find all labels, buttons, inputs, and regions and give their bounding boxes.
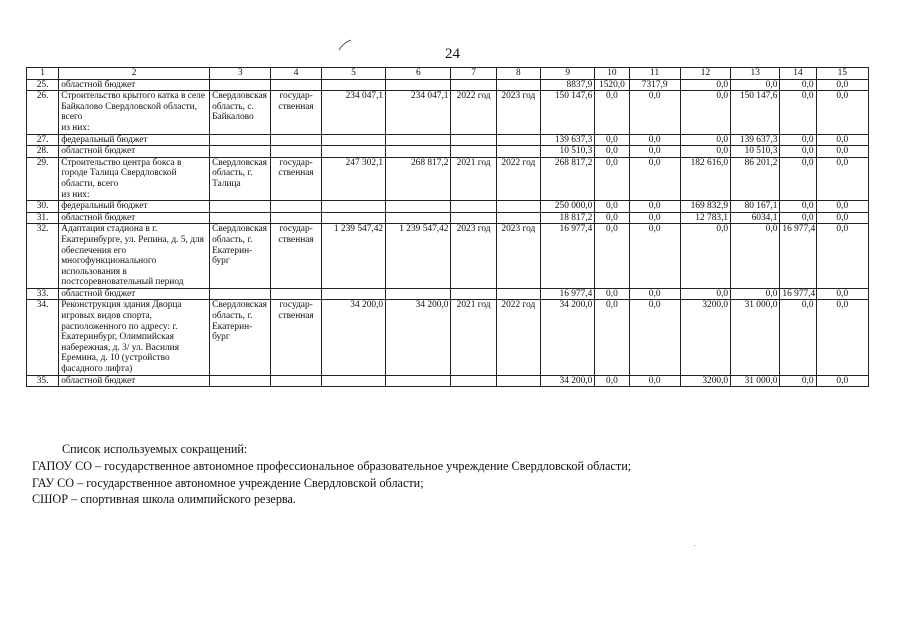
table-cell: 1 239 547,42	[321, 224, 385, 289]
table-cell: 8	[496, 68, 540, 80]
table-cell	[496, 288, 540, 300]
table-cell: 0,0	[595, 375, 629, 387]
table-cell: Адаптация стадиона в г. Екатеринбурге, ул. Репина, д. 5, для обеспечения его многофункционального использования в постсоревновательный период	[59, 224, 210, 289]
table-cell: государ-ственная	[271, 157, 321, 200]
table-cell	[496, 134, 540, 146]
table-cell: 0,0	[816, 224, 868, 289]
table-cell: 0,0	[816, 134, 868, 146]
table-header-row	[27, 68, 869, 80]
table-cell: 12	[680, 68, 730, 80]
table-cell	[451, 134, 496, 146]
table-cell: 234 047,1	[321, 91, 385, 134]
table-cell: 16 977,4	[541, 288, 595, 300]
table-row	[27, 375, 869, 387]
table-cell	[496, 201, 540, 213]
table-cell: 16 977,4	[780, 288, 816, 300]
table-cell: 2022 год	[496, 300, 540, 375]
table-cell: 0,0	[816, 146, 868, 158]
table-cell: 5	[321, 68, 385, 80]
table-cell: 0,0	[595, 91, 629, 134]
table-cell: 2023 год	[451, 224, 496, 289]
table-cell	[451, 146, 496, 158]
table-cell: 0,0	[629, 212, 680, 224]
table-cell: 4	[271, 68, 321, 80]
table-row	[27, 201, 869, 213]
table-cell	[386, 375, 451, 387]
table-cell: 2021 год	[451, 300, 496, 375]
table-cell: 3200,0	[680, 375, 730, 387]
table-cell: 0,0	[680, 224, 730, 289]
table-cell: 13	[731, 68, 780, 80]
table-cell: 33.	[27, 288, 59, 300]
table-cell: 0,0	[629, 288, 680, 300]
table-cell	[321, 375, 385, 387]
table-row	[27, 224, 869, 289]
table-cell: 1520,0	[595, 79, 629, 91]
table-cell	[321, 146, 385, 158]
table-cell	[496, 375, 540, 387]
table-cell: 32.	[27, 224, 59, 289]
table-cell	[321, 79, 385, 91]
table-cell: 0,0	[780, 157, 816, 200]
table-cell: 0,0	[629, 201, 680, 213]
table-cell: 7317,9	[629, 79, 680, 91]
table-cell: областной бюджет	[59, 146, 210, 158]
table-cell: 0,0	[595, 146, 629, 158]
table-cell	[386, 288, 451, 300]
table-cell: Строительство центра бокса в городе Талица Свердловской области, всего из них:	[59, 157, 210, 200]
table-cell: 15	[816, 68, 868, 80]
table-cell: 26.	[27, 91, 59, 134]
table-cell: 2021 год	[451, 157, 496, 200]
table-cell: 169 832,9	[680, 201, 730, 213]
table-cell: 0,0	[816, 201, 868, 213]
table-cell	[451, 201, 496, 213]
table-cell: 0,0	[731, 224, 780, 289]
table-cell: 139 637,3	[541, 134, 595, 146]
table-cell: 2022 год	[451, 91, 496, 134]
table-cell: 0,0	[629, 91, 680, 134]
table-cell: Свердловская область, г. Екатерин-бург	[210, 300, 271, 375]
table-cell	[451, 375, 496, 387]
table-cell	[271, 288, 321, 300]
table-cell	[271, 212, 321, 224]
table-cell: 0,0	[629, 375, 680, 387]
table-cell: 247 302,1	[321, 157, 385, 200]
table-cell: 0,0	[629, 146, 680, 158]
table-cell: 11	[629, 68, 680, 80]
table-cell: 0,0	[595, 134, 629, 146]
table-cell: государ-ственная	[271, 91, 321, 134]
table-cell: 34 200,0	[321, 300, 385, 375]
table-cell: областной бюджет	[59, 212, 210, 224]
abbreviation-line: СШОР – спортивная школа олимпийского резерва.	[32, 492, 296, 507]
table-cell: 86 201,2	[731, 157, 780, 200]
table-cell: 2023 год	[496, 91, 540, 134]
table-cell: Реконструкция здания Дворца игровых видов спорта, расположенного по адресу: г. Екатеринбург, Олимпийская набережная, д. 3/ ул. Василия Еремина, д. 10 (устройство фасадного лифта)	[59, 300, 210, 375]
table-cell	[451, 288, 496, 300]
table-cell: 139 637,3	[731, 134, 780, 146]
table-cell	[386, 146, 451, 158]
table-cell: 10	[595, 68, 629, 80]
table-cell: 0,0	[595, 224, 629, 289]
table-cell: 14	[780, 68, 816, 80]
table-cell: 6	[386, 68, 451, 80]
table-row	[27, 146, 869, 158]
table-cell: 0,0	[629, 134, 680, 146]
abbreviations-title: Список используемых сокращений:	[62, 442, 248, 456]
table-cell: федеральный бюджет	[59, 201, 210, 213]
table-cell: 30.	[27, 201, 59, 213]
table-cell: 0,0	[816, 300, 868, 375]
table-cell: 3	[210, 68, 271, 80]
abbreviation-line: ГАУ СО – государственное автономное учреждение Свердловской области;	[32, 475, 424, 490]
table-cell	[321, 212, 385, 224]
abbreviation-line: ГАПОУ СО – государственное автономное профессиональное образовательное учреждение Свердловской области;	[32, 458, 632, 473]
table-row	[27, 91, 869, 134]
table-cell: 268 817,2	[541, 157, 595, 200]
table-cell: областной бюджет	[59, 375, 210, 387]
table-cell	[386, 201, 451, 213]
table-cell: 0,0	[816, 91, 868, 134]
table-cell: 0,0	[731, 288, 780, 300]
table-cell: 18 817,2	[541, 212, 595, 224]
table-cell: 0,0	[680, 288, 730, 300]
table-cell: 268 817,2	[386, 157, 451, 200]
table-cell: 31.	[27, 212, 59, 224]
table-cell: 31 000,0	[731, 300, 780, 375]
table-cell: 0,0	[595, 300, 629, 375]
table-cell: 182 616,0	[680, 157, 730, 200]
table-cell	[271, 201, 321, 213]
table-cell: 34 200,0	[541, 300, 595, 375]
table-cell: 0,0	[680, 146, 730, 158]
table-cell: 0,0	[629, 300, 680, 375]
table-cell: 0,0	[595, 157, 629, 200]
table-row	[27, 79, 869, 91]
table-cell: 0,0	[780, 146, 816, 158]
table-cell: 16 977,4	[541, 224, 595, 289]
table-cell	[386, 134, 451, 146]
table-cell: 9	[541, 68, 595, 80]
table-cell: областной бюджет	[59, 79, 210, 91]
table-cell: 0,0	[595, 201, 629, 213]
table-cell: государ-ственная	[271, 300, 321, 375]
table-cell: 80 167,1	[731, 201, 780, 213]
table-cell	[210, 146, 271, 158]
table-cell: 34.	[27, 300, 59, 375]
table-cell	[321, 288, 385, 300]
table-row	[27, 134, 869, 146]
table-cell: 8837,9	[541, 79, 595, 91]
table-cell	[271, 146, 321, 158]
table-row	[27, 288, 869, 300]
table-cell	[271, 79, 321, 91]
table-cell	[210, 79, 271, 91]
abbreviations-list	[32, 441, 882, 508]
table-cell: 0,0	[816, 157, 868, 200]
table-cell: 0,0	[680, 91, 730, 134]
table-cell: 234 047,1	[386, 91, 451, 134]
table-cell: 150 147,6	[731, 91, 780, 134]
table-cell: 16 977,4	[780, 224, 816, 289]
table-cell: 250 000,0	[541, 201, 595, 213]
table-cell	[451, 79, 496, 91]
table-row	[27, 300, 869, 375]
table-cell: государ-ственная	[271, 224, 321, 289]
table-cell	[210, 201, 271, 213]
table-cell: 0,0	[816, 79, 868, 91]
page-number: 24	[445, 46, 460, 62]
table-cell: 0,0	[780, 79, 816, 91]
table-cell	[210, 134, 271, 146]
table-cell	[451, 212, 496, 224]
table-cell	[496, 212, 540, 224]
table-cell: 1 239 547,42	[386, 224, 451, 289]
table-cell: федеральный бюджет	[59, 134, 210, 146]
table-cell: 0,0	[629, 157, 680, 200]
table-cell: 12 783,1	[680, 212, 730, 224]
table-cell	[321, 134, 385, 146]
table-cell: Строительство крытого катка в селе Байкалово Свердловской области, всего из них:	[59, 91, 210, 134]
table-cell: 0,0	[780, 375, 816, 387]
table-cell	[210, 212, 271, 224]
table-cell: 0,0	[780, 201, 816, 213]
table-cell	[386, 79, 451, 91]
table-cell	[210, 288, 271, 300]
table-cell: 28.	[27, 146, 59, 158]
table-row	[27, 212, 869, 224]
table-cell: 10 510,3	[541, 146, 595, 158]
scan-speck	[694, 545, 695, 546]
table-cell: 0,0	[595, 288, 629, 300]
table-cell: 150 147,6	[541, 91, 595, 134]
table-cell: 34 200,0	[541, 375, 595, 387]
table-cell: 7	[451, 68, 496, 80]
table-cell: Свердловская область, г. Екатерин-бург	[210, 224, 271, 289]
table-cell: 0,0	[780, 300, 816, 375]
table-cell: 34 200,0	[386, 300, 451, 375]
table-cell: областной бюджет	[59, 288, 210, 300]
table-cell: 2022 год	[496, 157, 540, 200]
table-cell	[496, 79, 540, 91]
table-cell: 2	[59, 68, 210, 80]
table-cell: Свердловская область, с. Байкалово	[210, 91, 271, 134]
table-cell: 0,0	[780, 212, 816, 224]
table-cell	[210, 375, 271, 387]
table-cell: 1	[27, 68, 59, 80]
table-cell: 25.	[27, 79, 59, 91]
table-cell: 3200,0	[680, 300, 730, 375]
table-row	[27, 157, 869, 200]
table-cell: 0,0	[780, 91, 816, 134]
table-cell: 0,0	[680, 134, 730, 146]
table-cell: 31 000,0	[731, 375, 780, 387]
table-cell	[386, 212, 451, 224]
table-cell: 0,0	[816, 212, 868, 224]
table-cell: 0,0	[816, 375, 868, 387]
table-cell: 29.	[27, 157, 59, 200]
table-cell: 6034,1	[731, 212, 780, 224]
table-cell	[496, 146, 540, 158]
table-cell: 0,0	[731, 79, 780, 91]
table-cell: 27.	[27, 134, 59, 146]
table-cell: 10 510,3	[731, 146, 780, 158]
table-cell	[321, 201, 385, 213]
table-cell	[271, 134, 321, 146]
table-cell: Свердловская область, г. Талица	[210, 157, 271, 200]
table-cell: 2023 год	[496, 224, 540, 289]
table-cell: 0,0	[780, 134, 816, 146]
budget-table	[26, 67, 869, 387]
table-cell: 0,0	[680, 79, 730, 91]
table-cell: 35.	[27, 375, 59, 387]
table-cell: 0,0	[816, 288, 868, 300]
table-cell: 0,0	[595, 212, 629, 224]
table-cell	[271, 375, 321, 387]
table-cell: 0,0	[629, 224, 680, 289]
